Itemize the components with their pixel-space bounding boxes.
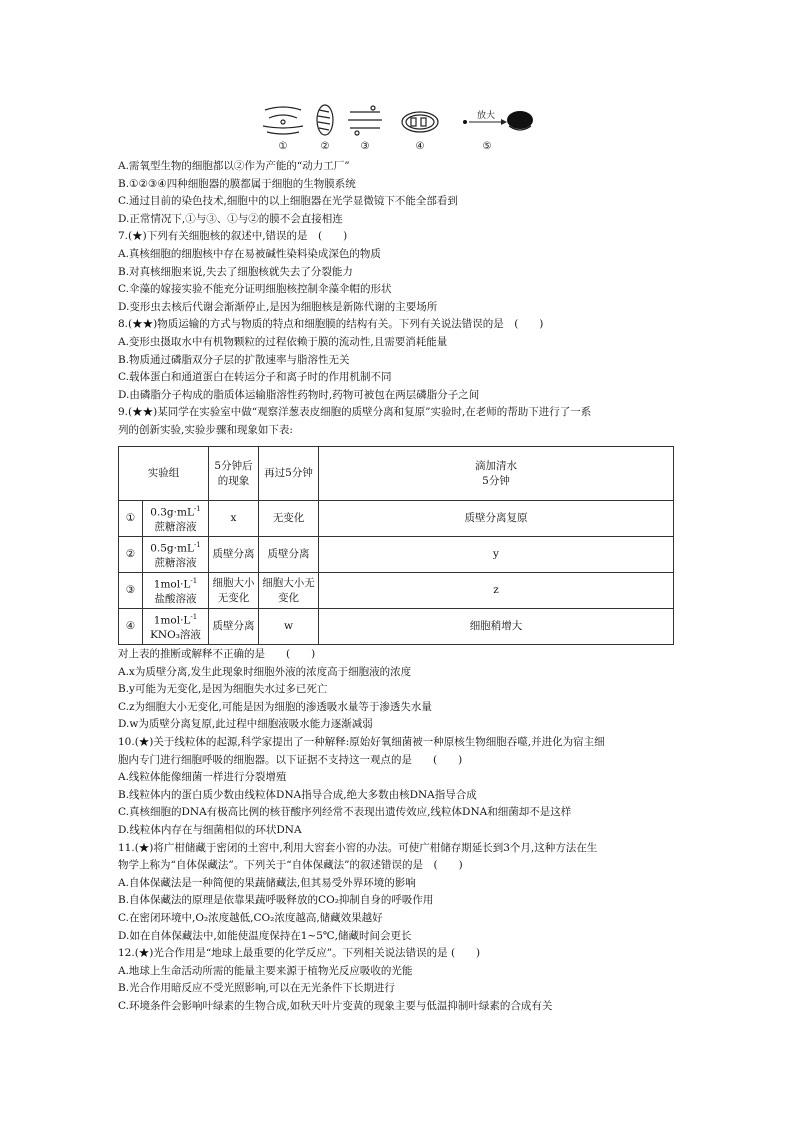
organelle-2-drawing — [317, 105, 333, 135]
q7-option-c: C.伞藻的嫁接实验不能充分证明细胞核控制伞藻伞帽的形状 — [118, 283, 392, 296]
figure-label-5: ⑤ — [482, 141, 492, 152]
row-water: 质壁分离复原 — [319, 501, 674, 537]
q9-option-a: A.x为质壁分离,发生此现象时细胞外液的浓度高于细胞液的浓度 — [118, 665, 412, 678]
q10-option-c: C.真核细胞的DNA有极高比例的核苷酸序列经常不表现出遗传效应,线粒体DNA和细菌却不是这样 — [118, 806, 572, 819]
row-again: w — [259, 609, 319, 645]
solution-unit-exp: -1 — [190, 612, 198, 621]
q9-after-table: 对上表的推断或解释不正确的是 ( ) — [118, 648, 316, 660]
q11-option-a: A.自体保藏法是一种简便的果蔬储藏法,但其易受外界环境的影响 — [118, 876, 416, 889]
figure-label-1: ① — [278, 141, 288, 152]
q10-option-b: B.线粒体内的蛋白质少数由线粒体DNA指导合成,绝大多数由核DNA指导合成 — [118, 788, 477, 801]
row-5min: 质壁分离 — [209, 537, 259, 573]
q9-option-d: D.w为质壁分离复原,此过程中细胞液吸水能力逐渐减弱 — [118, 718, 373, 731]
q7-option-b: B.对真核细胞来说,失去了细胞核就失去了分裂能力 — [118, 265, 353, 278]
q9-q12-text — [118, 646, 678, 1015]
organelle-1-drawing — [263, 107, 303, 134]
row-again: 无变化 — [259, 501, 319, 537]
table-row — [119, 609, 674, 645]
organelle-figures — [255, 100, 545, 158]
solution-name: KNO₃溶液 — [150, 629, 201, 642]
solution-name: 盐酸溶液 — [154, 593, 197, 606]
q12-option-b: B.光合作用暗反应不受光照影响,可以在无光条件下长期进行 — [118, 982, 395, 995]
q12-stem: 12.(★)光合作用是“地球上最重要的化学反应”。下列相关说法错误的是 ( ) — [118, 947, 481, 960]
q9-stem-line-2: 列的创新实验,实验步骤和现象如下表: — [118, 423, 293, 436]
row-solution — [143, 573, 209, 609]
table-row — [119, 573, 674, 609]
row-number: ② — [119, 537, 143, 573]
figure-label-3: ③ — [360, 141, 370, 152]
row-again: 质壁分离 — [259, 537, 319, 573]
q9-option-b: B.y可能为无变化,是因为细胞失水过多已死亡 — [118, 683, 328, 696]
q10-option-d: D.线粒体内存在与细菌相似的环状DNA — [118, 823, 302, 836]
solution-conc: 0.5g·mL — [150, 542, 194, 555]
q11-stem-line-2: 物学上称为“自体保藏法”。下列关于“自体保藏法”的叙述错误的是 ( ) — [118, 859, 463, 872]
row-solution — [143, 537, 209, 573]
table-header-row — [119, 447, 674, 501]
row-number: ③ — [119, 573, 143, 609]
q11-stem-line-1: 11.(★)将广柑储藏于密闭的土窖中,利用大窖套小窖的办法。可使广柑储存期延长到3个月,这种方法在生 — [118, 841, 598, 854]
row-5min: x — [209, 501, 259, 537]
solution-unit-exp: -1 — [193, 504, 201, 513]
q12-option-a: A.地球上生命活动所需的能量主要来源于植物光反应吸收的光能 — [118, 964, 413, 977]
row-water: z — [319, 573, 674, 609]
q9-option-c: C.z为细胞大小无变化,可能是因为细胞的渗透吸水量等于渗透失水量 — [118, 700, 432, 713]
q8-option-b: B.物质通过磷脂双分子层的扩散速率与脂溶性无关 — [118, 353, 350, 366]
organelle-4-drawing — [402, 112, 438, 132]
row-solution — [143, 501, 209, 537]
q10-stem-line-2: 胞内专门进行细胞呼吸的细胞器。以下证据不支持这一观点的是 ( ) — [118, 753, 463, 766]
row-water: y — [319, 537, 674, 573]
q11-option-b: B.自体保藏法的原理是依靠果蔬呼吸释放的CO₂抑制自身的呼吸作用 — [118, 894, 434, 907]
solution-conc: 0.3g·mL — [150, 506, 194, 519]
solution-conc: 1mol·L — [153, 614, 191, 627]
header-water-line-1: 滴加清水 — [475, 459, 517, 472]
q6-q9-text — [118, 158, 678, 440]
q11-option-c: C.在密闭环境中,O₂浓度越低,CO₂浓度越高,储藏效果越好 — [118, 911, 383, 924]
q7-stem: 7.(★)下列有关细胞核的叙述中,错误的是 ( ) — [118, 230, 348, 243]
q8-stem: 8.(★★)物质运输的方式与物质的特点和细胞膜的结构有关。下列有关说法错误的是 ( ) — [118, 318, 544, 331]
q6-option-a: A.需氧型生物的细胞都以②作为产能的“动力工厂” — [118, 160, 350, 172]
solution-name: 蔗糖溶液 — [154, 521, 197, 534]
header-again: 再过5分钟 — [259, 447, 319, 501]
table-row — [119, 537, 674, 573]
q12-option-c: C.环境条件会影响叶绿素的生物合成,如秋天叶片变黄的现象主要与低温抑制叶绿素的合成有关 — [118, 999, 553, 1012]
q8-option-c: C.载体蛋白和通道蛋白在转运分子和离子时的作用机制不同 — [118, 371, 392, 384]
q6-option-b: B.①②③④四种细胞器的膜都属于细胞的生物膜系统 — [118, 177, 356, 190]
row-again: 细胞大小无变化 — [259, 573, 319, 609]
q6-option-d: D.正常情况下,①与③、①与②的膜不会直接相连 — [118, 212, 343, 225]
experiment-table — [118, 446, 674, 645]
row-5min: 细胞大小无变化 — [209, 573, 259, 609]
solution-unit-exp: -1 — [190, 576, 198, 585]
header-group: 实验组 — [119, 447, 209, 501]
q10-option-a: A.线粒体能像细菌一样进行分裂增殖 — [118, 771, 287, 784]
row-water: 细胞稍增大 — [319, 609, 674, 645]
q10-stem-line-1: 10.(★)关于线粒体的起源,科学家提出了一种解释:原始好氧细菌被一种原核生物细胞吞噬,并进化为宿主细 — [118, 735, 605, 748]
figure-label-4: ④ — [415, 141, 425, 152]
organelle-drawings — [255, 100, 545, 140]
q6-option-c: C.通过目前的染色技术,细胞中的以上细胞器在光学显微镜下不能全部看到 — [118, 195, 458, 208]
q8-option-a: A.变形虫摄取水中有机物颗粒的过程依赖于膜的流动性,且需要消耗能量 — [118, 335, 448, 348]
header-5min: 5分钟后的现象 — [209, 447, 259, 501]
header-water-line-2: 5分钟 — [482, 474, 510, 487]
q8-option-d: D.由磷脂分子构成的脂质体运输脂溶性药物时,药物可被包在两层磷脂分子之间 — [118, 388, 480, 401]
row-number: ① — [119, 501, 143, 537]
q9-stem-line-1: 9.(★★)某同学在实验室中做“观察洋葱表皮细胞的质壁分离和复原”实验时,在老师的帮助下进行了一系 — [118, 406, 592, 419]
table-row — [119, 501, 674, 537]
organelle-3-drawing — [348, 106, 382, 135]
arrow-label: 放大 — [477, 111, 496, 121]
row-5min: 质壁分离 — [209, 609, 259, 645]
q7-option-a: A.真核细胞的细胞核中存在易被碱性染料染成深色的物质 — [118, 247, 381, 260]
solution-unit-exp: -1 — [193, 540, 201, 549]
q11-option-d: D.如在自体保藏法中,如能使温度保持在1~5℃,储藏时间会更长 — [118, 929, 412, 942]
row-solution — [143, 609, 209, 645]
organelle-5-drawing — [463, 111, 533, 130]
solution-conc: 1mol·L — [153, 578, 191, 591]
q7-option-d: D.变形虫去核后代谢会渐渐停止,是因为细胞核是新陈代谢的主要场所 — [118, 300, 438, 313]
header-water — [319, 447, 674, 501]
figure-label-2: ② — [320, 141, 330, 152]
solution-name: 蔗糖溶液 — [154, 557, 197, 570]
row-number: ④ — [119, 609, 143, 645]
